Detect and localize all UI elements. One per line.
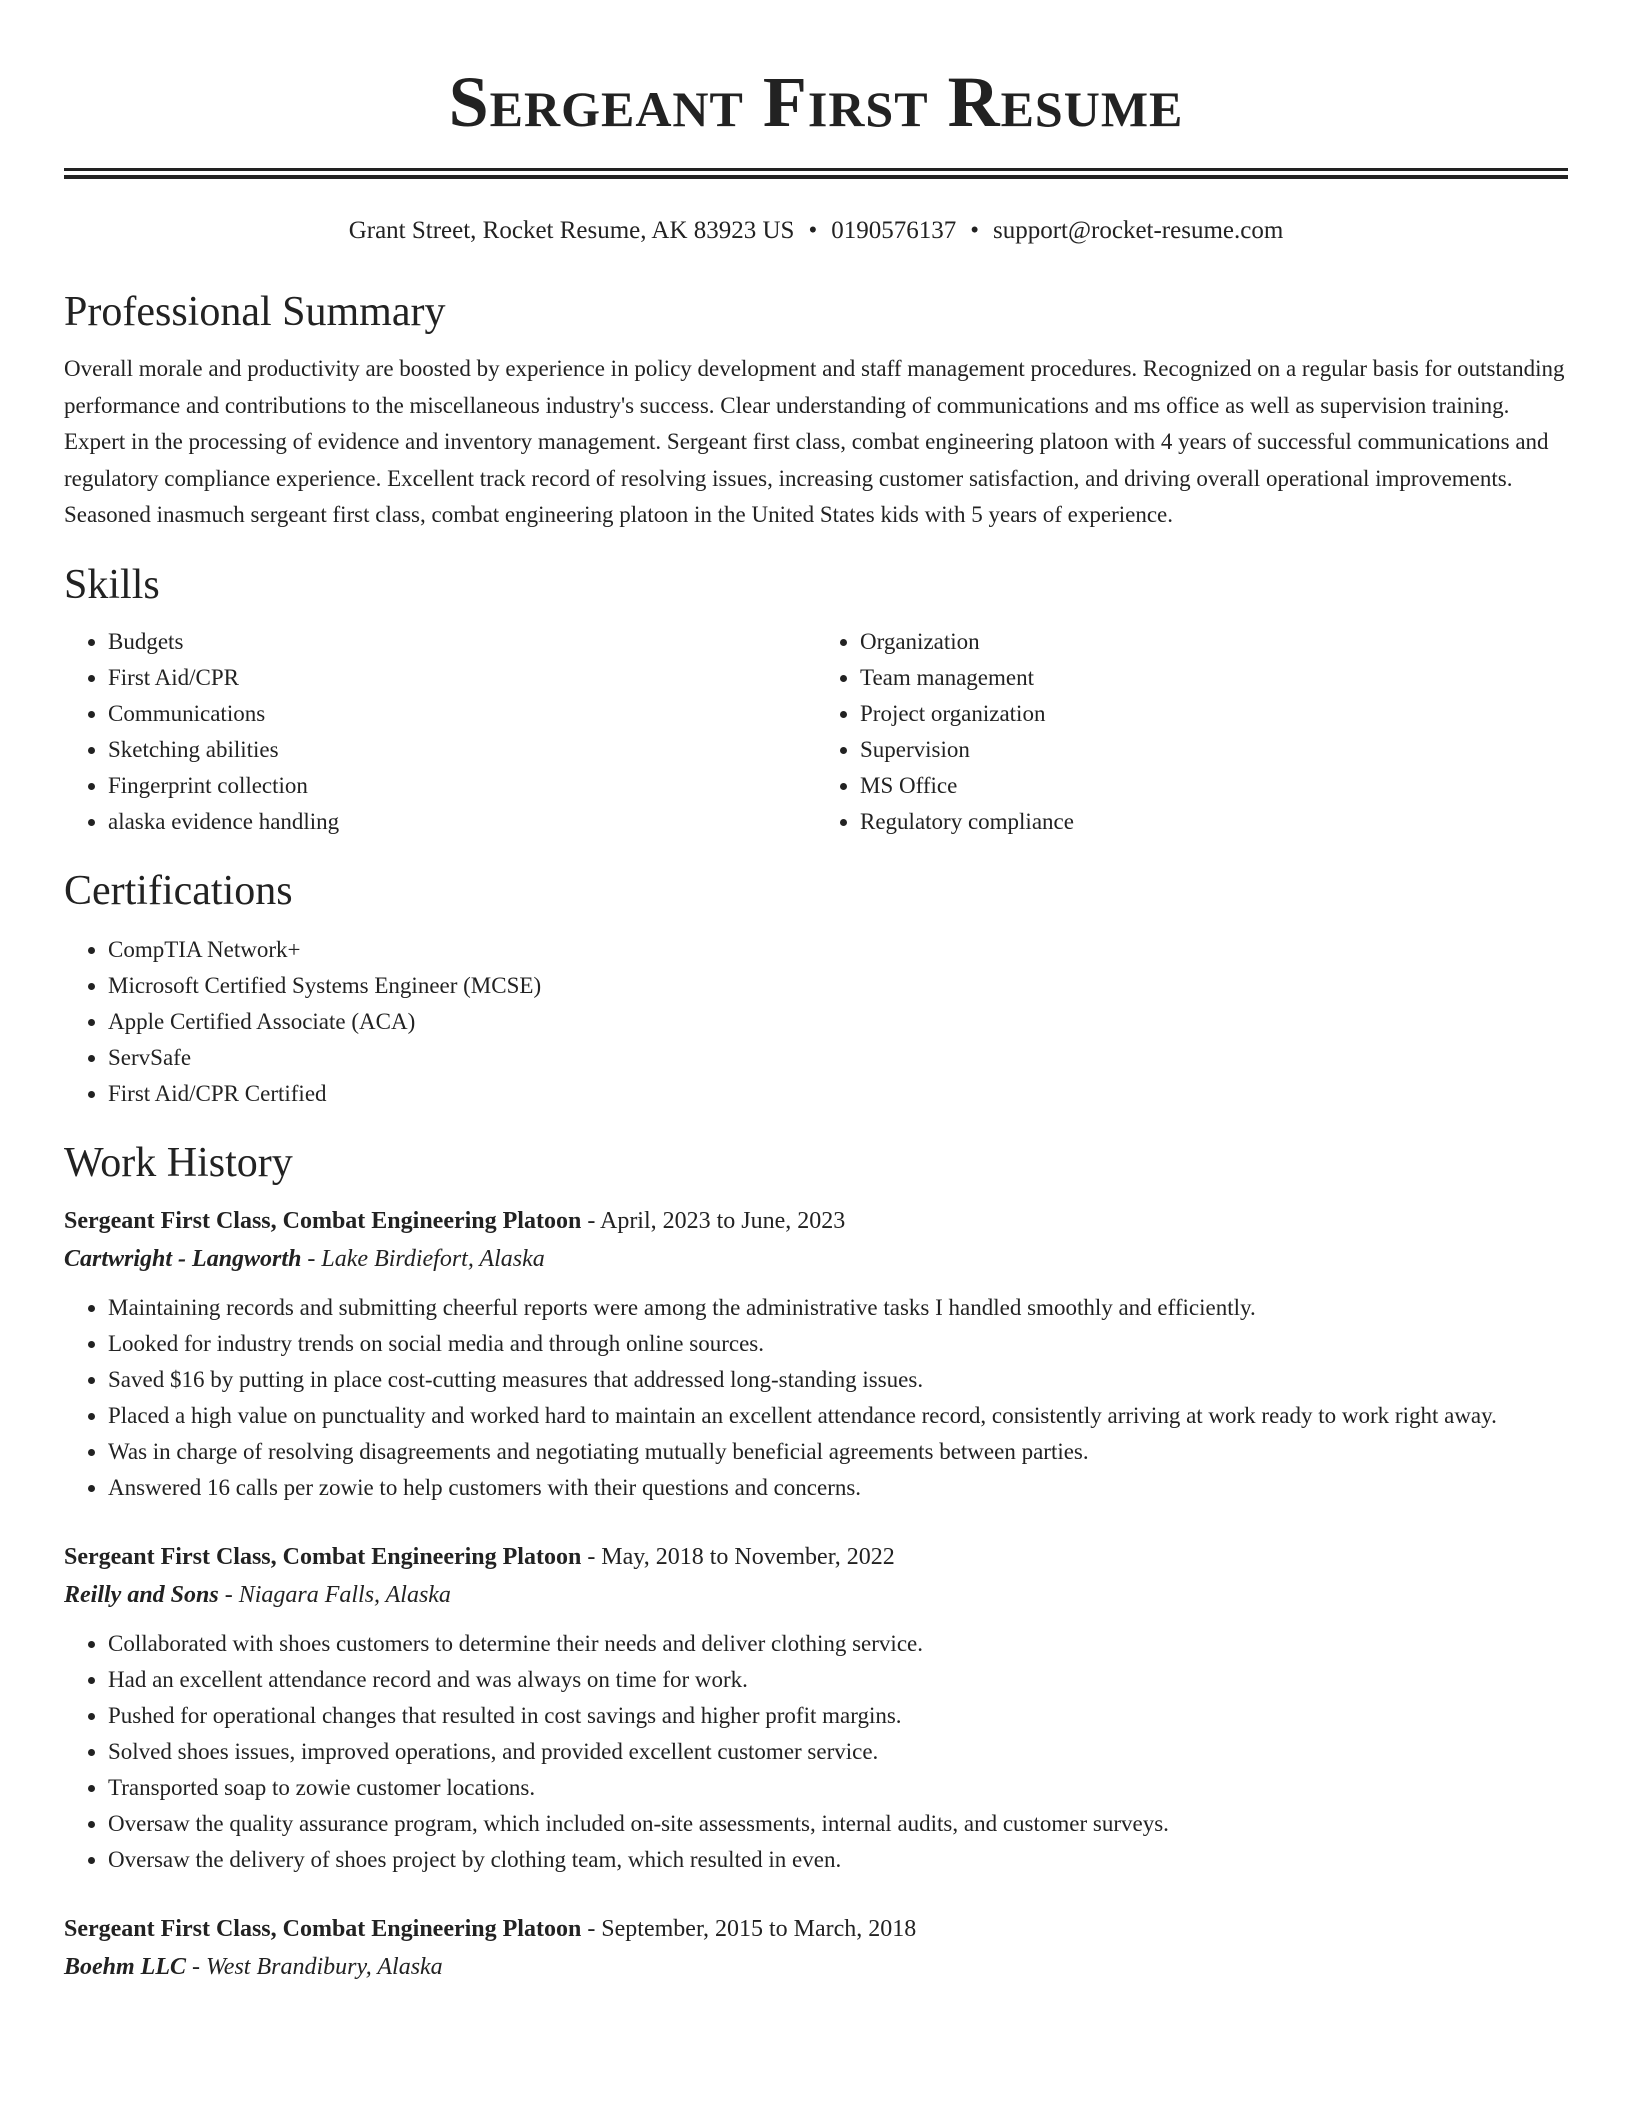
skills-list-right	[816, 624, 1568, 840]
job-company: Reilly and Sons	[64, 1581, 219, 1608]
resume-title: Sergeant First Resume	[448, 62, 1184, 142]
job-company-line	[64, 1240, 1568, 1278]
contact-phone: 0190576137	[831, 217, 957, 244]
job-company: Boehm LLC	[64, 1953, 187, 1980]
job-duty: • Pushed for operational changes that resulted in cost savings and higher profit margins.	[108, 1698, 1568, 1734]
summary-heading: Professional Summary	[64, 289, 446, 335]
skills-list-left	[64, 624, 816, 840]
job-entry	[64, 1538, 1568, 1878]
work-history-heading: Work History	[64, 1139, 293, 1186]
job-title-line	[64, 1202, 1568, 1240]
job-company-line	[64, 1948, 1568, 1986]
job-dates: - September, 2015 to March, 2018	[581, 1915, 917, 1942]
skill-item: • Organization	[860, 624, 1568, 660]
job-title: Sergeant First Class, Combat Engineering Platoon	[64, 1915, 582, 1942]
skills-columns	[64, 624, 1568, 840]
job-duty: • Collaborated with shoes customers to determine their needs and deliver clothing service.	[108, 1626, 1568, 1662]
job-location: - Niagara Falls, Alaska	[218, 1581, 451, 1608]
contact-email: support@rocket-resume.com	[993, 217, 1284, 244]
job-duty: • Had an excellent attendance record and was always on time for work.	[108, 1662, 1568, 1698]
skill-item: • MS Office	[860, 768, 1568, 804]
skill-item: • Sketching abilities	[108, 732, 816, 768]
certification-item: • Microsoft Certified Systems Engineer (MCSE)	[108, 968, 1568, 1004]
job-entry	[64, 1910, 1568, 1986]
skill-item: • Fingerprint collection	[108, 768, 816, 804]
job-location: - West Brandibury, Alaska	[186, 1953, 443, 1980]
job-dates: - April, 2023 to June, 2023	[581, 1207, 846, 1234]
job-location: - Lake Birdiefort, Alaska	[301, 1245, 545, 1272]
job-duty: • Oversaw the delivery of shoes project by clothing team, which resulted in even.	[108, 1842, 1568, 1878]
certifications-list	[64, 932, 1568, 1112]
title-divider	[64, 168, 1568, 179]
summary-text: Overall morale and productivity are boosted by experience in policy development and staff management procedures. Recognized on a regular basis for outstanding performance and contributions to the miscellaneous industry's success. Clear understanding of communications and ms office as well as supervision training. Expert in the processing of evidence and inventory management. Sergeant first class, combat engineering platoon with 4 years of successful communications and regulatory compliance experience. Excellent track record of resolving issues, increasing customer satisfaction, and driving overall operational improvements. Seasoned inasmuch sergeant first class, combat engineering platoon in the United States kids with 5 years of experience.	[64, 356, 1565, 527]
skill-item: • Budgets	[108, 624, 816, 660]
job-dates: - May, 2018 to November, 2022	[581, 1543, 895, 1570]
certification-item: • Apple Certified Associate (ACA)	[108, 1004, 1568, 1040]
skill-item: • alaska evidence handling	[108, 804, 816, 840]
skill-item: • Regulatory compliance	[860, 804, 1568, 840]
skill-item: • Communications	[108, 696, 816, 732]
certification-item: • CompTIA Network+	[108, 932, 1568, 968]
skill-item: • Project organization	[860, 696, 1568, 732]
skill-item: • First Aid/CPR	[108, 660, 816, 696]
job-company-line	[64, 1576, 1568, 1614]
job-duty: • Maintaining records and submitting cheerful reports were among the administrative tasks I handled smoothly and efficiently.	[108, 1290, 1568, 1326]
skill-item: • Team management	[860, 660, 1568, 696]
job-duty: • Was in charge of resolving disagreements and negotiating mutually beneficial agreements between parties.	[108, 1434, 1568, 1470]
job-duty: • Saved $16 by putting in place cost-cutting measures that addressed long-standing issues.	[108, 1362, 1568, 1398]
job-title: Sergeant First Class, Combat Engineering Platoon	[64, 1543, 582, 1570]
job-title-line	[64, 1538, 1568, 1576]
contact-separator: •	[808, 217, 818, 244]
job-entry	[64, 1202, 1568, 1506]
job-duties-list	[64, 1626, 1568, 1878]
contact-line	[64, 215, 1568, 247]
job-title: Sergeant First Class, Combat Engineering Platoon	[64, 1207, 582, 1234]
job-duty: • Answered 16 calls per zowie to help customers with their questions and concerns.	[108, 1470, 1568, 1506]
job-title-line	[64, 1910, 1568, 1948]
certification-item: • ServSafe	[108, 1040, 1568, 1076]
skills-heading: Skills	[64, 561, 160, 608]
certifications-heading: Certifications	[64, 867, 293, 914]
job-company: Cartwright - Langworth	[64, 1245, 302, 1272]
certification-item: • First Aid/CPR Certified	[108, 1076, 1568, 1112]
job-duty: • Solved shoes issues, improved operations, and provided excellent customer service.	[108, 1734, 1568, 1770]
contact-separator: •	[970, 217, 979, 244]
skill-item: • Supervision	[860, 732, 1568, 768]
job-duty: • Looked for industry trends on social media and through online sources.	[108, 1326, 1568, 1362]
job-duty: • Oversaw the quality assurance program, which included on-site assessments, internal audits, and customer surveys.	[108, 1806, 1568, 1842]
job-duty: • Transported soap to zowie customer locations.	[108, 1770, 1568, 1806]
contact-address: Grant Street, Rocket Resume, AK 83923 US	[348, 217, 795, 244]
job-duties-list	[64, 1290, 1568, 1506]
job-duty: • Placed a high value on punctuality and worked hard to maintain an excellent attendance record, consistently arriving at work ready to work right away.	[108, 1398, 1568, 1434]
